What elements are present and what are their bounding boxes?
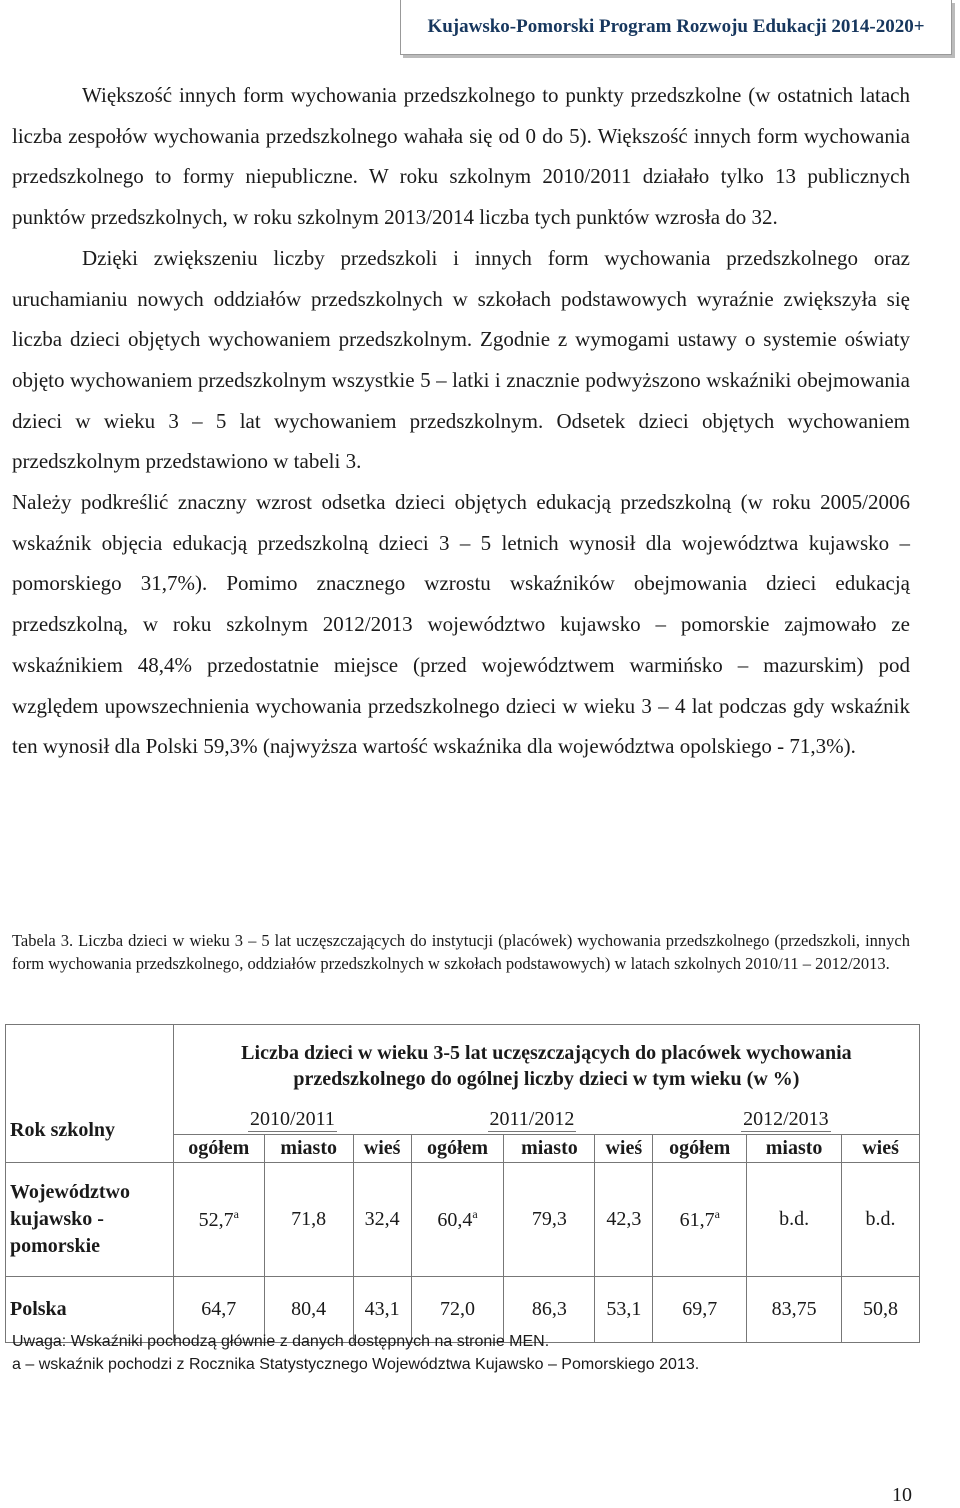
table-cell: 50,8: [842, 1277, 920, 1343]
row-header-cell: [6, 1025, 174, 1163]
table-cell: 60,4$^a$: [411, 1163, 504, 1277]
table-notes: [12, 1331, 910, 1376]
subheader: miasto: [504, 1135, 595, 1163]
year-header: 2012/2013: [653, 1107, 920, 1135]
table-cell: b.d.: [747, 1163, 842, 1277]
table-caption: Tabela 3. Liczba dzieci w wieku 3 – 5 lat uczęszczających do instytucji (placówek) wychowania przedszkolnego (przedszkoli, innych form wychowania przedszkolnego, oddziałów przedszkolnych w szkołach podstawowych) w latach szkolnych 2010/11 – 2012/2013.: [12, 931, 910, 973]
row-label: Polska: [6, 1277, 174, 1343]
paragraph-3: Należy podkreślić znaczny wzrost odsetka dzieci objętych edukacją przedszkolną (w roku 2005/2006 wskaźnik objęcia edukacją przedszkolną dzieci 3 – 5 letnich wynosił dla województwa kujawsko – pomorskiego 31,7%). Pomimo znacznego wzrostu wskaźników obejmowania dzieci edukacją przedszkolną, w roku szkolnym 2012/2013 województwo kujawsko – pomorskie zajmowało ze wskaźnikiem 48,4% przedostatnie miejsce (przed województwem warmińsko – mazurskim) pod względem upowszechnienia wychowania przedszkolnego dzieci w wieku 3 – 4 lat podczas gdy wskaźnik ten wynosił dla Polski 59,3% (najwyższa wartość wskaźnika dla województwa opolskiego - 71,3%).: [12, 490, 910, 759]
table-cell: 71,8: [264, 1163, 353, 1277]
table-cell: 53,1: [595, 1277, 653, 1343]
table-cell: 79,3: [504, 1163, 595, 1277]
table-header-title: Liczba dzieci w wieku 3-5 lat uczęszczających do placówek wychowania przedszkolnego do ogólnej liczby dzieci w tym wieku (w %): [173, 1025, 919, 1107]
data-table: [5, 1024, 920, 1343]
subheader: miasto: [264, 1135, 353, 1163]
subheader: wieś: [842, 1135, 920, 1163]
paragraph-1: Większość innych form wychowania przedszkolnego to punkty przedszkolne (w ostatnich latach liczba zespołów wychowania przedszkolnego wahała się od 0 do 5). Większość innych form wychowania przedszkolnego to formy niepubliczne. W roku szkolnym 2010/2011 działało tylko 13 publicznych punktów przedszkolnych, w roku szkolnym 2013/2014 liczba tych punktów wzrosła do 32.: [12, 83, 910, 230]
note-source: Uwaga: Wskaźniki pochodzą głównie z danych dostępnych na stronie MEN.: [12, 1333, 550, 1350]
table-cell: 52,7$^a$: [173, 1163, 264, 1277]
table-row: [6, 1163, 920, 1277]
year-header: 2011/2012: [489, 1108, 575, 1131]
subheader: ogółem: [173, 1135, 264, 1163]
table-cell: 43,1: [353, 1277, 411, 1343]
table-cell: 64,7: [173, 1277, 264, 1343]
subheader: ogółem: [653, 1135, 747, 1163]
paragraph-2: Dzięki zwiększeniu liczby przedszkoli i innych form wychowania przedszkolnego oraz uruchamianiu nowych oddziałów przedszkolnych w szkołach podstawowych wyraźnie zwiększyła się liczba dzieci objętych wychowaniem przedszkolnym. Zgodnie z wymogami ustawy o systemie oświaty objęto wychowaniem przedszkolnym wszystkie 5 – latki i znacznie podwyższono wskaźniki obejmowania dzieci w wieku 3 – 5 lat wychowaniem przedszkolnym. Odsetek dzieci objętych wychowaniem przedszkolnym przedstawiono w tabeli 3.: [12, 245, 910, 474]
year-header: 2010/2011: [173, 1107, 411, 1135]
table-cell: 32,4: [353, 1163, 411, 1277]
body-text: [12, 75, 910, 767]
note-footnote-a: a – wskaźnik pochodzi z Rocznika Statystycznego Województwa Kujawsko – Pomorskiego 2013.: [12, 1355, 700, 1373]
row-header-label: Rok szkolny: [10, 1119, 116, 1141]
table-cell: b.d.: [842, 1163, 920, 1277]
document-header: Kujawsko-Pomorski Program Rozwoju Edukacji 2014-2020+: [400, 0, 952, 55]
table-cell: 80,4: [264, 1277, 353, 1343]
subheader: wieś: [353, 1135, 411, 1163]
page-number: 10: [892, 1484, 912, 1506]
subheader: ogółem: [411, 1135, 504, 1163]
table-cell: 69,7: [653, 1277, 747, 1343]
table-cell: 42,3: [595, 1163, 653, 1277]
table-cell: 86,3: [504, 1277, 595, 1343]
row-label: Województwo kujawsko - pomorskie: [6, 1163, 174, 1277]
table-cell: 83,75: [747, 1277, 842, 1343]
table-cell: 72,0: [411, 1277, 504, 1343]
subheader: miasto: [747, 1135, 842, 1163]
table-cell: 61,7$^a$: [653, 1163, 747, 1277]
subheader: wieś: [595, 1135, 653, 1163]
